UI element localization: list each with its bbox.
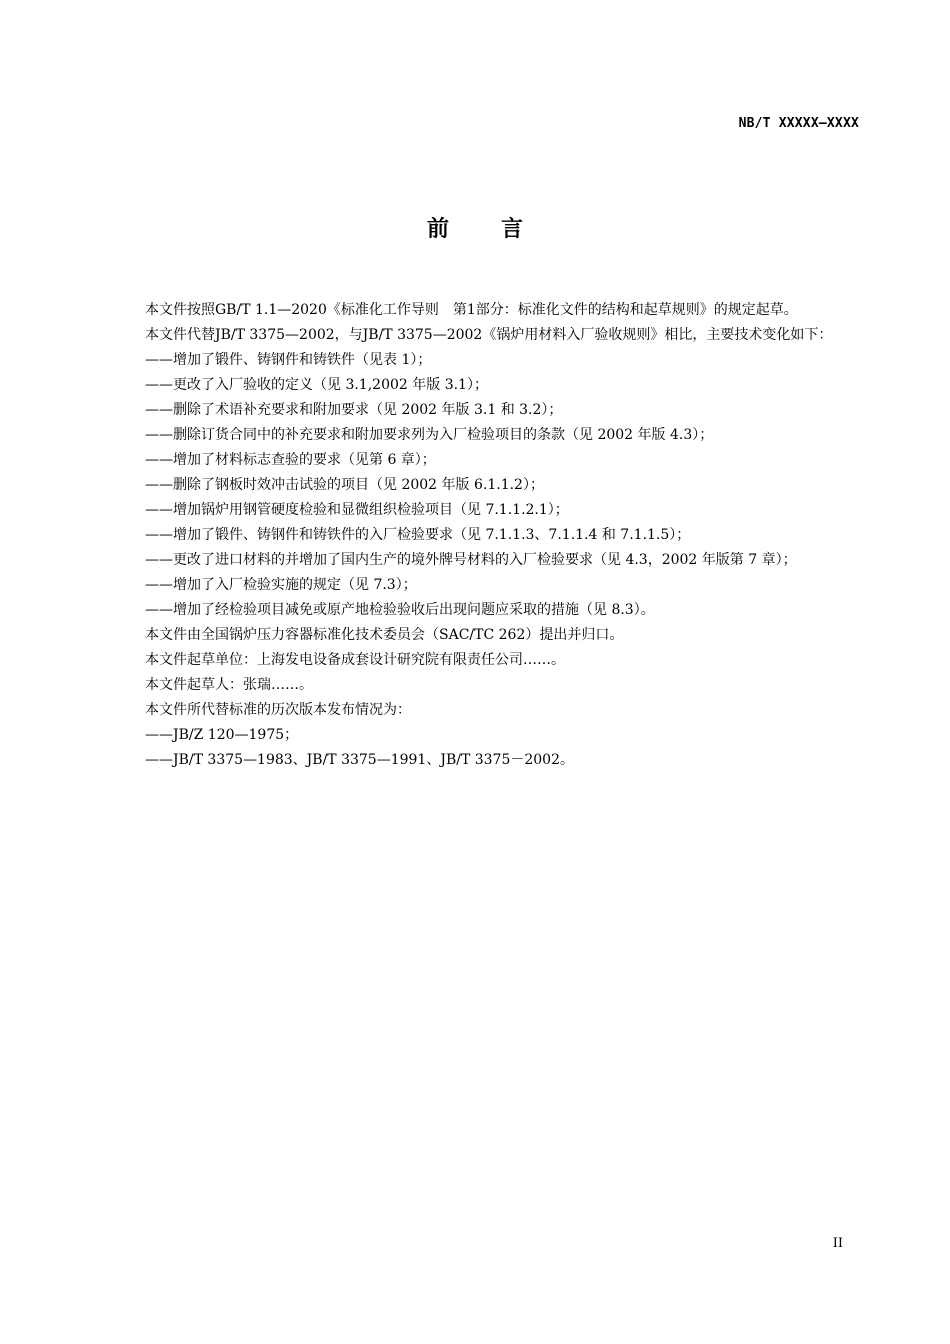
list-item: ——JB/Z 120—1975；: [145, 727, 299, 743]
statement-committee: 本文件由全国锅炉压力容器标准化技术委员会（SAC/TC 262）提出并归口。: [145, 627, 624, 643]
page-number: II: [832, 1236, 843, 1251]
list-item: ——增加了经检验项目减免或原产地检验验收后出现问题应采取的措施（见 8.3）。: [145, 602, 655, 618]
statement-drafters: 本文件起草人：张瑞……。: [145, 677, 313, 693]
document-code: NB/T XXXXX—XXXX: [738, 116, 859, 131]
changes-list: [112, 348, 862, 623]
list-item: ——增加锅炉用钢管硬度检验和显微组织检验项目（见 7.1.1.2.1）；: [145, 502, 569, 518]
statement-history-intro: 本文件所代替标准的历次版本发布情况为：: [145, 702, 411, 718]
list-item: ——JB/T 3375—1983、JB/T 3375—1991、JB/T 3375－2002。: [145, 752, 574, 768]
statement-drafting-unit: 本文件起草单位：上海发电设备成套设计研究院有限责任公司……。: [145, 652, 565, 668]
list-item: ——增加了材料标志查验的要求（见第 6 章）；: [145, 452, 436, 468]
list-item: ——更改了入厂验收的定义（见 3.1,2002 年版 3.1）；: [145, 377, 488, 393]
list-item: ——删除订货合同中的补充要求和附加要求列为入厂检验项目的条款（见 2002 年版 4.3）；: [145, 427, 714, 443]
list-item: ——增加了锻件、铸钢件和铸铁件的入厂检验要求（见 7.1.1.3、7.1.1.4 和 7.1.1.5）；: [145, 527, 691, 543]
list-item: ——删除了术语补充要求和附加要求（见 2002 年版 3.1 和 3.2）；: [145, 402, 563, 418]
foreword-body: [112, 298, 862, 773]
list-item: ——更改了进口材料的并增加了国内生产的境外牌号材料的入厂检验要求（见 4.3，2002 年版第 7 章）；: [145, 552, 797, 568]
paragraph-drafting-rules: 本文件按照GB/T 1.1—2020《标准化工作导则 第1部分：标准化文件的结构和起草规则》的规定起草。: [145, 302, 798, 318]
paragraph-replacement: 本文件代替JB/T 3375—2002，与JB/T 3375—2002《锅炉用材料入厂验收规则》相比，主要技术变化如下：: [145, 327, 833, 343]
list-item: ——删除了钢板时效冲击试验的项目（见 2002 年版 6.1.1.2）；: [145, 477, 544, 493]
list-item: ——增加了入厂检验实施的规定（见 7.3）；: [145, 577, 417, 593]
history-list: [112, 723, 862, 773]
page-title: 前言: [426, 216, 575, 242]
list-item: ——增加了锻件、铸钢件和铸铁件（见表 1）；: [145, 352, 432, 368]
